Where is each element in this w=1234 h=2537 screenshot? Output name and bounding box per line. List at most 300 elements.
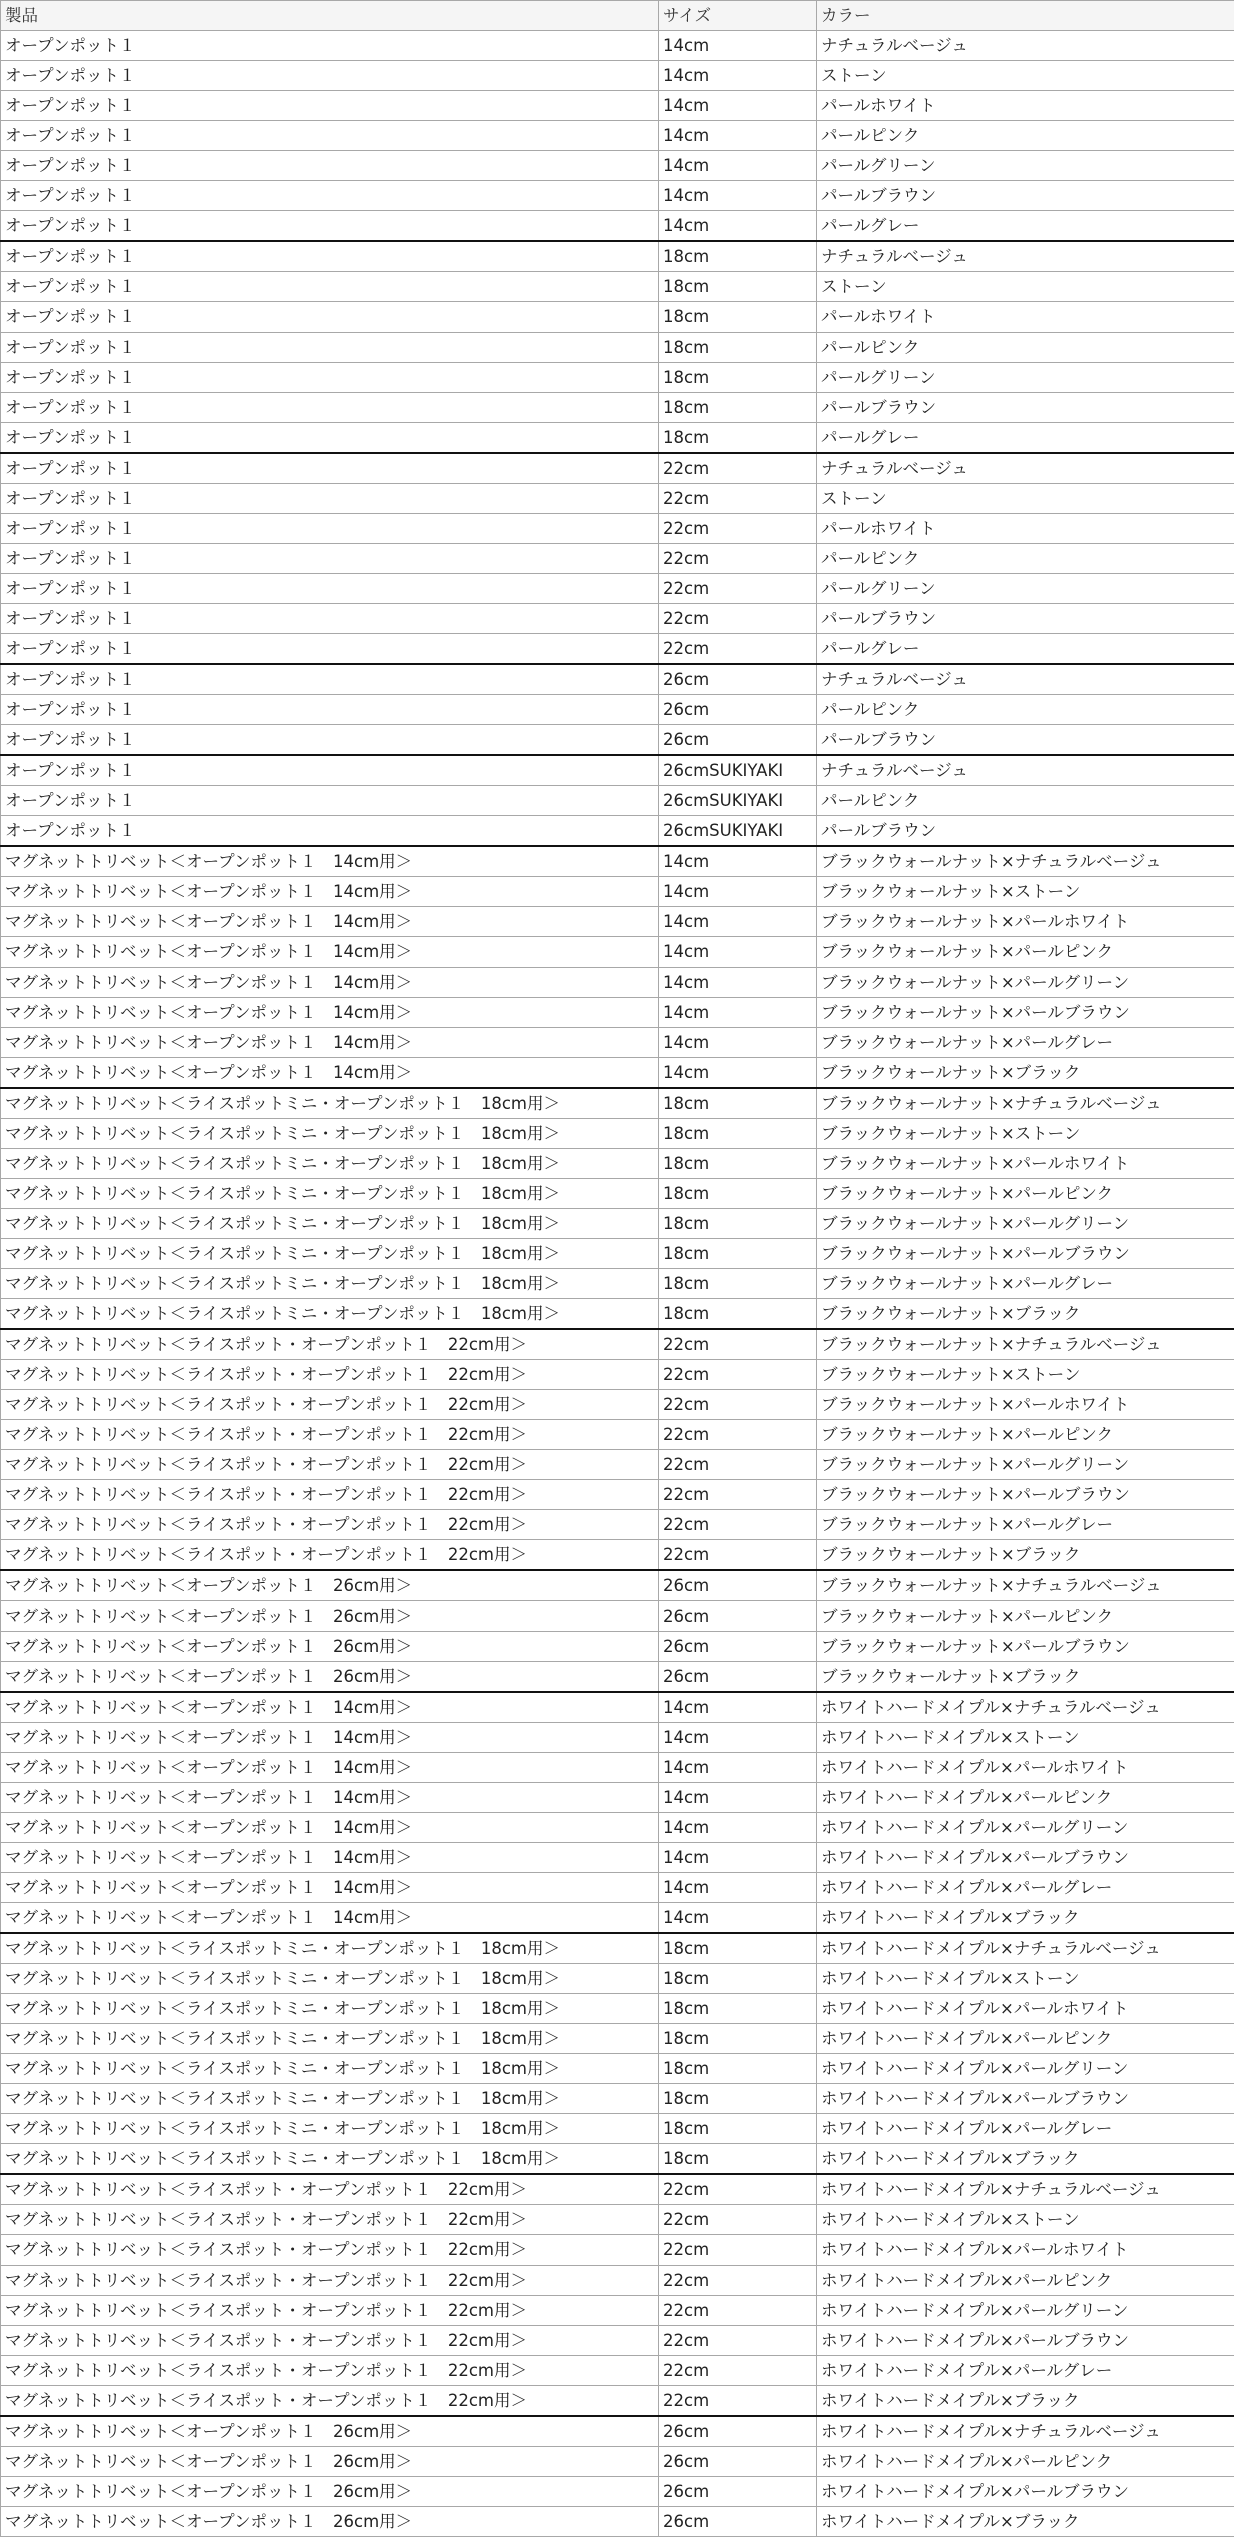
cell-color: ブラックウォールナット×パールグリーン — [817, 1450, 1234, 1480]
cell-product: マグネットトリベット＜ライスポット・オープンポット１ 22cm用＞ — [1, 2325, 659, 2355]
cell-product: オープンポット１ — [1, 332, 659, 362]
cell-product: オープンポット１ — [1, 755, 659, 786]
table-row — [1, 786, 1234, 816]
cell-color: ホワイトハードメイプル×パールブラウン — [817, 2325, 1234, 2355]
cell-color: ブラックウォールナット×パールブラウン — [817, 1631, 1234, 1661]
cell-size: 18cm — [659, 1964, 817, 1994]
table-header — [1, 1, 1234, 31]
cell-size: 22cm — [659, 1540, 817, 1571]
cell-color: ホワイトハードメイプル×パールホワイト — [817, 1752, 1234, 1782]
table-row — [1, 1661, 1234, 1692]
cell-product: マグネットトリベット＜オープンポット１ 14cm用＞ — [1, 1782, 659, 1812]
cell-size: 26cm — [659, 2476, 817, 2506]
cell-product: マグネットトリベット＜オープンポット１ 14cm用＞ — [1, 1902, 659, 1933]
cell-color: ブラックウォールナット×ストーン — [817, 1360, 1234, 1390]
cell-size: 26cmSUKIYAKI — [659, 755, 817, 786]
cell-color: ブラックウォールナット×ブラック — [817, 1540, 1234, 1571]
table-row — [1, 1601, 1234, 1631]
table-row — [1, 1540, 1234, 1571]
cell-color: ナチュラルベージュ — [817, 31, 1234, 61]
table-row — [1, 2325, 1234, 2355]
table-row — [1, 1872, 1234, 1902]
table-row — [1, 392, 1234, 422]
table-row — [1, 1964, 1234, 1994]
cell-product: マグネットトリベット＜ライスポットミニ・オープンポット１ 18cm用＞ — [1, 1994, 659, 2024]
cell-color: ホワイトハードメイプル×ブラック — [817, 2385, 1234, 2416]
cell-size: 18cm — [659, 2054, 817, 2084]
table-row — [1, 1933, 1234, 1964]
cell-size: 14cm — [659, 31, 817, 61]
table-row — [1, 2446, 1234, 2476]
cell-color: ブラックウォールナット×パールグレー — [817, 1510, 1234, 1540]
cell-color: ブラックウォールナット×パールホワイト — [817, 1148, 1234, 1178]
cell-product: マグネットトリベット＜オープンポット１ 14cm用＞ — [1, 1027, 659, 1057]
table-row — [1, 362, 1234, 392]
cell-product: マグネットトリベット＜オープンポット１ 26cm用＞ — [1, 2476, 659, 2506]
cell-size: 26cm — [659, 2506, 817, 2536]
cell-color: ホワイトハードメイプル×パールブラウン — [817, 2084, 1234, 2114]
cell-size: 22cm — [659, 2235, 817, 2265]
cell-size: 18cm — [659, 272, 817, 302]
cell-product: オープンポット１ — [1, 725, 659, 756]
cell-color: ブラックウォールナット×パールピンク — [817, 937, 1234, 967]
cell-color: ホワイトハードメイプル×パールブラウン — [817, 1842, 1234, 1872]
cell-product: マグネットトリベット＜オープンポット１ 26cm用＞ — [1, 1661, 659, 1692]
cell-size: 18cm — [659, 1299, 817, 1330]
cell-product: オープンポット１ — [1, 302, 659, 332]
cell-size: 22cm — [659, 573, 817, 603]
cell-size: 26cm — [659, 1631, 817, 1661]
cell-color: パールピンク — [817, 121, 1234, 151]
cell-size: 14cm — [659, 211, 817, 242]
cell-color: パールブラウン — [817, 181, 1234, 211]
cell-product: マグネットトリベット＜オープンポット１ 26cm用＞ — [1, 2506, 659, 2536]
cell-size: 18cm — [659, 302, 817, 332]
table-row — [1, 1722, 1234, 1752]
cell-color: ホワイトハードメイプル×ストーン — [817, 2205, 1234, 2235]
cell-size: 14cm — [659, 997, 817, 1027]
cell-product: マグネットトリベット＜ライスポットミニ・オープンポット１ 18cm用＞ — [1, 2144, 659, 2175]
table-row — [1, 1420, 1234, 1450]
cell-size: 18cm — [659, 1268, 817, 1298]
cell-product: マグネットトリベット＜オープンポット１ 14cm用＞ — [1, 1057, 659, 1088]
cell-size: 26cm — [659, 2416, 817, 2447]
cell-product: オープンポット１ — [1, 211, 659, 242]
cell-size: 22cm — [659, 2355, 817, 2385]
table-row — [1, 1812, 1234, 1842]
cell-size: 18cm — [659, 1933, 817, 1964]
cell-color: パールグリーン — [817, 362, 1234, 392]
cell-color: ブラックウォールナット×パールピンク — [817, 1420, 1234, 1450]
cell-size: 14cm — [659, 91, 817, 121]
cell-product: マグネットトリベット＜ライスポットミニ・オープンポット１ 18cm用＞ — [1, 1299, 659, 1330]
cell-color: ブラックウォールナット×パールブラウン — [817, 1238, 1234, 1268]
cell-size: 18cm — [659, 1148, 817, 1178]
header-color: カラー — [817, 1, 1234, 31]
cell-size: 18cm — [659, 241, 817, 272]
cell-product: オープンポット１ — [1, 241, 659, 272]
cell-product: オープンポット１ — [1, 151, 659, 181]
table-row — [1, 1782, 1234, 1812]
table-body — [1, 31, 1234, 2537]
table-row — [1, 937, 1234, 967]
cell-color: パールグリーン — [817, 573, 1234, 603]
cell-color: ホワイトハードメイプル×パールグリーン — [817, 2054, 1234, 2084]
cell-product: マグネットトリベット＜ライスポットミニ・オープンポット１ 18cm用＞ — [1, 2084, 659, 2114]
table-row — [1, 1148, 1234, 1178]
cell-product: マグネットトリベット＜オープンポット１ 14cm用＞ — [1, 1842, 659, 1872]
cell-color: ブラックウォールナット×ブラック — [817, 1299, 1234, 1330]
table-row — [1, 816, 1234, 847]
table-row — [1, 1390, 1234, 1420]
table-row — [1, 1902, 1234, 1933]
cell-product: オープンポット１ — [1, 786, 659, 816]
table-row — [1, 2024, 1234, 2054]
table-row — [1, 755, 1234, 786]
cell-size: 26cm — [659, 695, 817, 725]
cell-product: マグネットトリベット＜オープンポット１ 26cm用＞ — [1, 2446, 659, 2476]
cell-product: マグネットトリベット＜ライスポット・オープンポット１ 22cm用＞ — [1, 1329, 659, 1360]
table-row — [1, 2205, 1234, 2235]
cell-product: マグネットトリベット＜オープンポット１ 14cm用＞ — [1, 967, 659, 997]
cell-color: パールピンク — [817, 543, 1234, 573]
table-row — [1, 907, 1234, 937]
cell-size: 14cm — [659, 1842, 817, 1872]
table-row — [1, 1268, 1234, 1298]
table-row — [1, 453, 1234, 484]
cell-size: 26cmSUKIYAKI — [659, 786, 817, 816]
cell-color: ブラックウォールナット×ブラック — [817, 1057, 1234, 1088]
cell-size: 18cm — [659, 422, 817, 453]
table-row — [1, 272, 1234, 302]
cell-size: 18cm — [659, 1208, 817, 1238]
cell-size: 14cm — [659, 877, 817, 907]
cell-size: 26cm — [659, 1661, 817, 1692]
cell-product: マグネットトリベット＜ライスポットミニ・オープンポット１ 18cm用＞ — [1, 1933, 659, 1964]
cell-product: マグネットトリベット＜ライスポットミニ・オープンポット１ 18cm用＞ — [1, 1268, 659, 1298]
cell-color: ホワイトハードメイプル×パールピンク — [817, 2446, 1234, 2476]
cell-color: パールグレー — [817, 422, 1234, 453]
cell-product: マグネットトリベット＜ライスポット・オープンポット１ 22cm用＞ — [1, 1540, 659, 1571]
header-product: 製品 — [1, 1, 659, 31]
table-row — [1, 2295, 1234, 2325]
cell-color: ブラックウォールナット×ナチュラルベージュ — [817, 1329, 1234, 1360]
cell-color: パールグリーン — [817, 151, 1234, 181]
cell-color: ホワイトハードメイプル×ブラック — [817, 2506, 1234, 2536]
cell-product: マグネットトリベット＜ライスポット・オープンポット１ 22cm用＞ — [1, 2174, 659, 2205]
cell-color: ブラックウォールナット×ストーン — [817, 877, 1234, 907]
table-row — [1, 1692, 1234, 1723]
cell-size: 22cm — [659, 2295, 817, 2325]
cell-size: 22cm — [659, 1360, 817, 1390]
table-row — [1, 91, 1234, 121]
cell-product: マグネットトリベット＜ライスポット・オープンポット１ 22cm用＞ — [1, 2355, 659, 2385]
cell-size: 14cm — [659, 1692, 817, 1723]
cell-color: ナチュラルベージュ — [817, 755, 1234, 786]
cell-size: 22cm — [659, 543, 817, 573]
table-row — [1, 1842, 1234, 1872]
cell-color: ホワイトハードメイプル×パールグレー — [817, 2114, 1234, 2144]
cell-size: 18cm — [659, 2024, 817, 2054]
table-row — [1, 151, 1234, 181]
table-row — [1, 2114, 1234, 2144]
table-row — [1, 302, 1234, 332]
table-row — [1, 483, 1234, 513]
cell-size: 22cm — [659, 1329, 817, 1360]
cell-color: ホワイトハードメイプル×パールグレー — [817, 2355, 1234, 2385]
cell-color: ブラックウォールナット×ナチュラルベージュ — [817, 1570, 1234, 1601]
cell-product: オープンポット１ — [1, 121, 659, 151]
cell-product: オープンポット１ — [1, 633, 659, 664]
cell-size: 22cm — [659, 1480, 817, 1510]
table-row — [1, 1088, 1234, 1119]
cell-size: 22cm — [659, 513, 817, 543]
cell-size: 14cm — [659, 151, 817, 181]
cell-color: ホワイトハードメイプル×ナチュラルベージュ — [817, 1692, 1234, 1723]
table-row — [1, 725, 1234, 756]
cell-color: ホワイトハードメイプル×ストーン — [817, 1964, 1234, 1994]
table-row — [1, 2265, 1234, 2295]
cell-color: ブラックウォールナット×パールホワイト — [817, 1390, 1234, 1420]
cell-product: オープンポット１ — [1, 603, 659, 633]
cell-color: ブラックウォールナット×ストーン — [817, 1118, 1234, 1148]
cell-size: 22cm — [659, 633, 817, 664]
cell-size: 14cm — [659, 121, 817, 151]
cell-product: マグネットトリベット＜オープンポット１ 26cm用＞ — [1, 2416, 659, 2447]
cell-size: 26cm — [659, 2446, 817, 2476]
cell-product: オープンポット１ — [1, 272, 659, 302]
cell-size: 26cm — [659, 1570, 817, 1601]
cell-size: 14cm — [659, 907, 817, 937]
cell-product: マグネットトリベット＜ライスポットミニ・オープンポット１ 18cm用＞ — [1, 2114, 659, 2144]
cell-product: マグネットトリベット＜ライスポット・オープンポット１ 22cm用＞ — [1, 1510, 659, 1540]
cell-color: ブラックウォールナット×パールピンク — [817, 1178, 1234, 1208]
table-row — [1, 2054, 1234, 2084]
cell-size: 22cm — [659, 2205, 817, 2235]
cell-color: ナチュラルベージュ — [817, 453, 1234, 484]
cell-size: 18cm — [659, 2084, 817, 2114]
cell-size: 26cm — [659, 664, 817, 695]
cell-product: オープンポット１ — [1, 31, 659, 61]
cell-color: ブラックウォールナット×ナチュラルベージュ — [817, 846, 1234, 877]
cell-product: マグネットトリベット＜オープンポット１ 26cm用＞ — [1, 1631, 659, 1661]
cell-color: パールピンク — [817, 332, 1234, 362]
table-row — [1, 513, 1234, 543]
cell-size: 18cm — [659, 392, 817, 422]
cell-product: マグネットトリベット＜オープンポット１ 14cm用＞ — [1, 1752, 659, 1782]
table-row — [1, 1480, 1234, 1510]
cell-product: マグネットトリベット＜オープンポット１ 26cm用＞ — [1, 1570, 659, 1601]
cell-product: マグネットトリベット＜ライスポットミニ・オープンポット１ 18cm用＞ — [1, 1148, 659, 1178]
cell-color: ホワイトハードメイプル×パールホワイト — [817, 1994, 1234, 2024]
table-row — [1, 543, 1234, 573]
table-row — [1, 2476, 1234, 2506]
cell-product: マグネットトリベット＜オープンポット１ 14cm用＞ — [1, 937, 659, 967]
cell-product: マグネットトリベット＜オープンポット１ 26cm用＞ — [1, 1601, 659, 1631]
cell-size: 22cm — [659, 483, 817, 513]
cell-product: オープンポット１ — [1, 573, 659, 603]
cell-size: 14cm — [659, 1872, 817, 1902]
cell-color: ホワイトハードメイプル×ナチュラルベージュ — [817, 2416, 1234, 2447]
table-row — [1, 997, 1234, 1027]
cell-product: マグネットトリベット＜オープンポット１ 14cm用＞ — [1, 1872, 659, 1902]
cell-color: ホワイトハードメイプル×パールグリーン — [817, 1812, 1234, 1842]
cell-size: 14cm — [659, 937, 817, 967]
cell-size: 26cmSUKIYAKI — [659, 816, 817, 847]
cell-product: オープンポット１ — [1, 61, 659, 91]
cell-size: 22cm — [659, 1420, 817, 1450]
cell-size: 14cm — [659, 1782, 817, 1812]
cell-size: 18cm — [659, 2114, 817, 2144]
cell-color: ホワイトハードメイプル×パールピンク — [817, 2265, 1234, 2295]
cell-product: マグネットトリベット＜オープンポット１ 14cm用＞ — [1, 1812, 659, 1842]
cell-color: ブラックウォールナット×パールピンク — [817, 1601, 1234, 1631]
cell-size: 22cm — [659, 2385, 817, 2416]
cell-color: ブラックウォールナット×パールグレー — [817, 1027, 1234, 1057]
cell-product: マグネットトリベット＜ライスポット・オープンポット１ 22cm用＞ — [1, 1390, 659, 1420]
cell-product: オープンポット１ — [1, 392, 659, 422]
cell-size: 22cm — [659, 1450, 817, 1480]
cell-color: ホワイトハードメイプル×ナチュラルベージュ — [817, 2174, 1234, 2205]
cell-color: ホワイトハードメイプル×ストーン — [817, 1722, 1234, 1752]
cell-color: ホワイトハードメイプル×ナチュラルベージュ — [817, 1933, 1234, 1964]
cell-color: ブラックウォールナット×パールホワイト — [817, 907, 1234, 937]
cell-size: 18cm — [659, 1088, 817, 1119]
cell-color: ブラックウォールナット×パールグリーン — [817, 1208, 1234, 1238]
cell-color: ホワイトハードメイプル×パールピンク — [817, 2024, 1234, 2054]
cell-color: パールホワイト — [817, 91, 1234, 121]
cell-product: マグネットトリベット＜オープンポット１ 14cm用＞ — [1, 846, 659, 877]
cell-color: ブラックウォールナット×ナチュラルベージュ — [817, 1088, 1234, 1119]
cell-product: オープンポット１ — [1, 483, 659, 513]
cell-product: マグネットトリベット＜ライスポット・オープンポット１ 22cm用＞ — [1, 2205, 659, 2235]
cell-product: マグネットトリベット＜ライスポット・オープンポット１ 22cm用＞ — [1, 2265, 659, 2295]
table-row — [1, 1118, 1234, 1148]
cell-product: マグネットトリベット＜ライスポットミニ・オープンポット１ 18cm用＞ — [1, 1238, 659, 1268]
cell-size: 18cm — [659, 362, 817, 392]
table-row — [1, 211, 1234, 242]
cell-color: ホワイトハードメイプル×パールグリーン — [817, 2295, 1234, 2325]
table-row — [1, 1631, 1234, 1661]
table-row — [1, 61, 1234, 91]
cell-color: ホワイトハードメイプル×パールホワイト — [817, 2235, 1234, 2265]
cell-product: オープンポット１ — [1, 695, 659, 725]
cell-size: 14cm — [659, 1722, 817, 1752]
cell-product: マグネットトリベット＜オープンポット１ 14cm用＞ — [1, 1692, 659, 1723]
cell-size: 14cm — [659, 967, 817, 997]
table-row — [1, 2355, 1234, 2385]
cell-size: 14cm — [659, 1752, 817, 1782]
cell-product: マグネットトリベット＜ライスポット・オープンポット１ 22cm用＞ — [1, 1450, 659, 1480]
cell-product: マグネットトリベット＜ライスポット・オープンポット１ 22cm用＞ — [1, 2235, 659, 2265]
cell-size: 14cm — [659, 61, 817, 91]
table-row — [1, 846, 1234, 877]
cell-color: ホワイトハードメイプル×ブラック — [817, 1902, 1234, 1933]
cell-size: 22cm — [659, 453, 817, 484]
cell-product: マグネットトリベット＜ライスポットミニ・オープンポット１ 18cm用＞ — [1, 2024, 659, 2054]
cell-color: ストーン — [817, 61, 1234, 91]
cell-size: 22cm — [659, 2174, 817, 2205]
cell-product: オープンポット１ — [1, 91, 659, 121]
table-row — [1, 2084, 1234, 2114]
header-row — [1, 1, 1234, 31]
cell-size: 26cm — [659, 1601, 817, 1631]
cell-color: ホワイトハードメイプル×パールグレー — [817, 1872, 1234, 1902]
cell-color: ブラックウォールナット×パールブラウン — [817, 1480, 1234, 1510]
cell-product: マグネットトリベット＜ライスポット・オープンポット１ 22cm用＞ — [1, 2295, 659, 2325]
table-row — [1, 241, 1234, 272]
cell-size: 18cm — [659, 2144, 817, 2175]
cell-size: 18cm — [659, 1238, 817, 1268]
table-row — [1, 1238, 1234, 1268]
cell-size: 18cm — [659, 1178, 817, 1208]
cell-color: ホワイトハードメイプル×パールピンク — [817, 1782, 1234, 1812]
table-row — [1, 1329, 1234, 1360]
table-row — [1, 332, 1234, 362]
cell-size: 18cm — [659, 1994, 817, 2024]
cell-product: オープンポット１ — [1, 422, 659, 453]
cell-color: ブラックウォールナット×パールグリーン — [817, 967, 1234, 997]
cell-color: パールブラウン — [817, 816, 1234, 847]
cell-product: オープンポット１ — [1, 181, 659, 211]
cell-product: マグネットトリベット＜ライスポットミニ・オープンポット１ 18cm用＞ — [1, 1118, 659, 1148]
table-row — [1, 1027, 1234, 1057]
cell-product: マグネットトリベット＜ライスポット・オープンポット１ 22cm用＞ — [1, 2385, 659, 2416]
cell-product: マグネットトリベット＜オープンポット１ 14cm用＞ — [1, 1722, 659, 1752]
table-row — [1, 121, 1234, 151]
table-row — [1, 1450, 1234, 1480]
cell-size: 18cm — [659, 1118, 817, 1148]
table-row — [1, 422, 1234, 453]
cell-product: マグネットトリベット＜ライスポット・オープンポット１ 22cm用＞ — [1, 1480, 659, 1510]
table-row — [1, 1510, 1234, 1540]
cell-product: オープンポット１ — [1, 513, 659, 543]
table-row — [1, 1208, 1234, 1238]
cell-product: マグネットトリベット＜ライスポット・オープンポット１ 22cm用＞ — [1, 1420, 659, 1450]
cell-color: パールブラウン — [817, 725, 1234, 756]
cell-product: マグネットトリベット＜ライスポットミニ・オープンポット１ 18cm用＞ — [1, 1208, 659, 1238]
cell-size: 22cm — [659, 2265, 817, 2295]
cell-size: 18cm — [659, 332, 817, 362]
cell-product: オープンポット１ — [1, 453, 659, 484]
cell-color: ホワイトハードメイプル×パールブラウン — [817, 2476, 1234, 2506]
cell-product: マグネットトリベット＜オープンポット１ 14cm用＞ — [1, 997, 659, 1027]
table-row — [1, 603, 1234, 633]
cell-size: 22cm — [659, 603, 817, 633]
cell-size: 22cm — [659, 1390, 817, 1420]
cell-color: パールグレー — [817, 633, 1234, 664]
cell-color: ストーン — [817, 483, 1234, 513]
cell-color: ブラックウォールナット×パールブラウン — [817, 997, 1234, 1027]
table-row — [1, 2144, 1234, 2175]
cell-color: パールピンク — [817, 786, 1234, 816]
cell-product: マグネットトリベット＜ライスポットミニ・オープンポット１ 18cm用＞ — [1, 1088, 659, 1119]
cell-product: マグネットトリベット＜ライスポットミニ・オープンポット１ 18cm用＞ — [1, 1178, 659, 1208]
table-row — [1, 633, 1234, 664]
table-row — [1, 1752, 1234, 1782]
cell-product: オープンポット１ — [1, 664, 659, 695]
table-row — [1, 1057, 1234, 1088]
cell-size: 14cm — [659, 1812, 817, 1842]
table-row — [1, 31, 1234, 61]
cell-size: 14cm — [659, 1902, 817, 1933]
cell-product: マグネットトリベット＜ライスポット・オープンポット１ 22cm用＞ — [1, 1360, 659, 1390]
cell-product: マグネットトリベット＜ライスポットミニ・オープンポット１ 18cm用＞ — [1, 1964, 659, 1994]
table-row — [1, 2385, 1234, 2416]
header-size: サイズ — [659, 1, 817, 31]
cell-size: 26cm — [659, 725, 817, 756]
table-row — [1, 2506, 1234, 2536]
